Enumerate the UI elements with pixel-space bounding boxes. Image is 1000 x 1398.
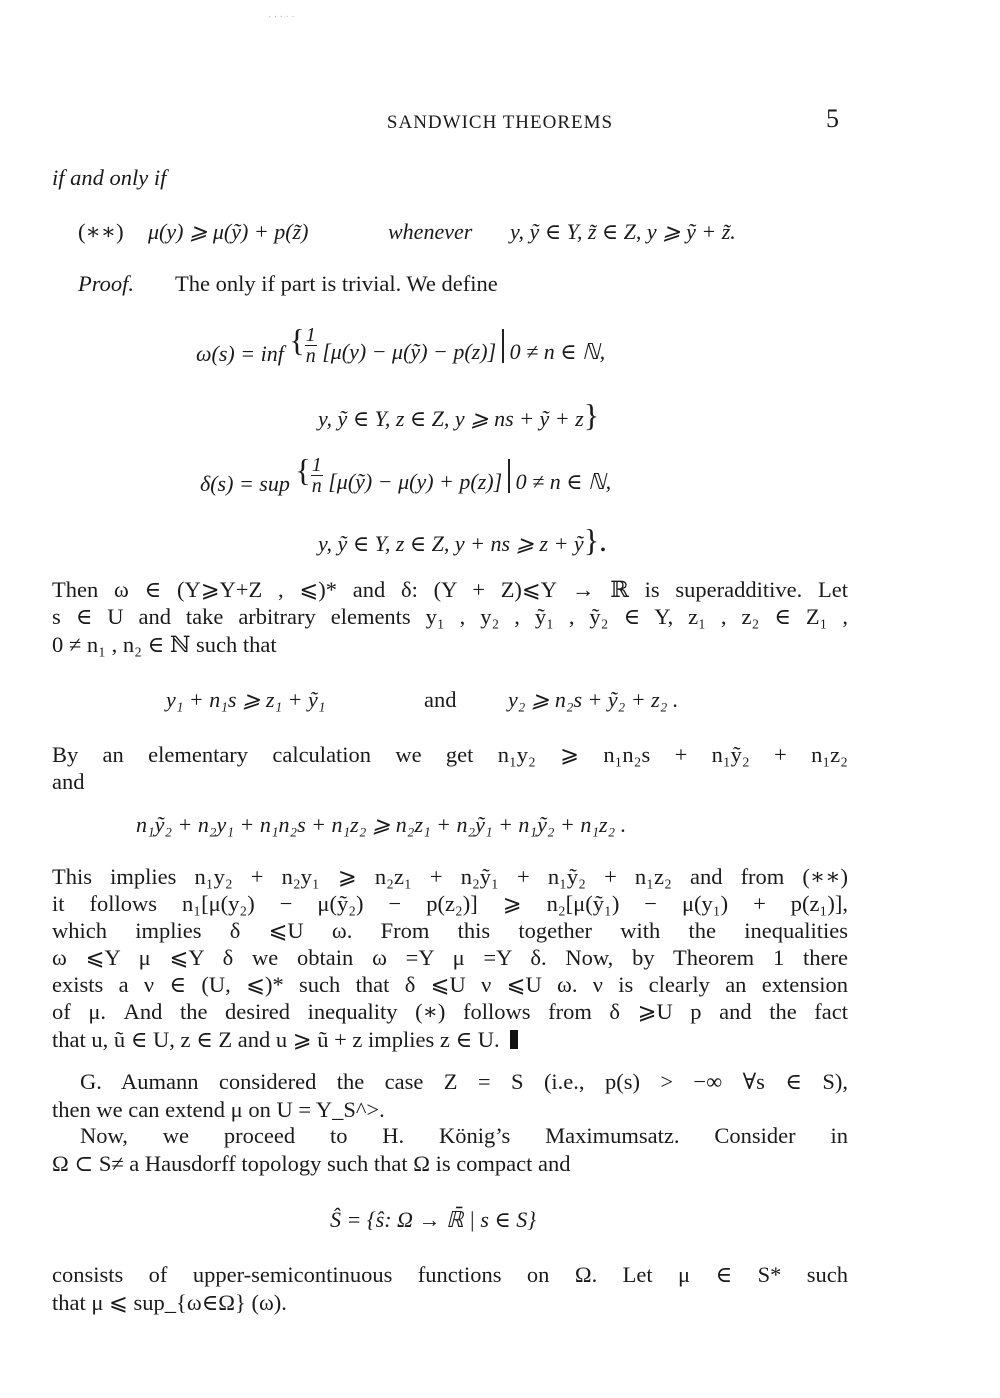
implies-line-6: of μ. And the desired inequality (∗) follows from δ ⩾U p and the fact — [52, 999, 848, 1024]
proof-text: The only if part is trivial. We define — [175, 271, 498, 296]
elementary-line-1: By an elementary calculation we get n₁y₂ ⩾ n₁n₂s + n₁ỹ₂ + n₁z₂ — [52, 742, 848, 767]
delta-cond1: 0 ≠ n ∈ ℕ, — [515, 469, 612, 494]
omega-body: [μ(y) − μ(ỹ) − p(z)] — [322, 339, 497, 364]
open-brace: { — [289, 322, 305, 358]
implies-line-4: ω ⩽Y μ ⩽Y δ we obtain ω =Y μ =Y δ. Now, by Theorem 1 there — [52, 945, 848, 970]
implies-line-2: it follows n₁[μ(y₂) − μ(ỹ₂) − p(z₂)] ⩾ n₂[μ(ỹ₁) − μ(y₁) + p(z₁)], — [52, 891, 848, 916]
consists-line-1: consists of upper-semicontinuous functions on Ω. Let μ ∈ S* such — [52, 1262, 848, 1287]
delta-definition — [200, 452, 611, 496]
omega-cond1: 0 ≠ n ∈ ℕ, — [509, 339, 606, 364]
scan-smudge: · · · · · — [268, 12, 295, 23]
delta-lhs: δ(s) = sup — [200, 471, 290, 496]
then-line-1: Then ω ∈ (Y⩾Y+Z , ⩽)* and δ: (Y + Z)⩽Y → ℝ is superadditive. Let — [52, 577, 848, 602]
proof-label: Proof. — [78, 271, 135, 296]
fraction: $\frac{1}{n}$ — [311, 454, 322, 498]
iff-line: if and only if — [52, 165, 167, 190]
aumann-line-1: G. Aumann considered the case Z = S (i.e., p(s) > −∞ ∀s ∈ S), — [80, 1069, 848, 1094]
implies-line-3: which implies δ ⩽U ω. From this together with the inequalities — [52, 918, 848, 943]
delta-body: [μ(ỹ) − μ(y) + p(z)] — [328, 469, 503, 494]
starstar-label: (∗∗) — [78, 219, 124, 244]
omega-cond2: y, ỹ ∈ Y, z ∈ Z, y ⩾ ns + ỹ + z} — [318, 397, 600, 433]
implies-line-5: exists a ν ∈ (U, ⩽)* such that δ ⩽U ν ⩽U ω. ν is clearly an extension — [52, 972, 848, 997]
close-brace: } — [583, 397, 600, 433]
starstar-condition: y, ỹ ∈ Y, z̃ ∈ Z, y ⩾ ỹ + z̃. — [510, 219, 736, 244]
then-line-3: 0 ≠ n₁ , n₂ ∈ ℕ such that — [52, 632, 277, 657]
aumann-line-2: then we can extend μ on U = Y_S^>. — [52, 1097, 385, 1122]
long-inequality: n₁ỹ₂ + n₂y₁ + n₁n₂s + n₁z₂ ⩾ n₂z₁ + n₂ỹ₁ + n₁ỹ₂ + n₁z₂ . — [136, 812, 627, 837]
implies-line-1: This implies n₁y₂ + n₂y₁ ⩾ n₂z₁ + n₂ỹ₁ + n₁ỹ₂ + n₁z₂ and from (∗∗) — [52, 864, 848, 889]
omega-definition — [196, 322, 605, 366]
open-brace: { — [295, 452, 311, 488]
and-word: and — [424, 687, 457, 712]
set-bar — [502, 329, 504, 363]
whenever-word: whenever — [388, 219, 473, 244]
starstar-inequality: μ(y) ⩾ μ(ỹ) + p(z̃) — [148, 219, 309, 244]
running-header: SANDWICH THEOREMS — [386, 112, 614, 133]
now-line-2: Ω ⊂ S≠ a Hausdorff topology such that Ω is compact and — [52, 1151, 571, 1176]
omega-lhs: ω(s) = inf — [196, 341, 284, 366]
s-hat-definition: Ŝ = {ŝ: Ω → ℝ̄ | s ∈ S} — [330, 1207, 537, 1232]
implies-line-7: that u, ũ ∈ U, z ∈ Z and u ⩾ ũ + z implies z ∈ U. — [52, 1027, 518, 1053]
inequality-b: y₂ ⩾ n₂s + ỹ₂ + z₂ . — [508, 687, 679, 712]
qed-symbol — [510, 1030, 518, 1049]
now-line-1: Now, we proceed to H. König’s Maximumsatz. Consider in — [80, 1123, 848, 1148]
inequality-a: y₁ + n₁s ⩾ z₁ + ỹ₁ — [166, 687, 326, 712]
set-bar — [508, 459, 510, 493]
fraction: $\frac{1}{n}$ — [305, 324, 316, 368]
elementary-line-2: and — [52, 769, 85, 794]
then-line-2: s ∈ U and take arbitrary elements y₁ , y₂ , ỹ₁ , ỹ₂ ∈ Y, z₁ , z₂ ∈ Z₁ , — [52, 604, 848, 629]
consists-line-2: that μ ⩽ sup_{ω∈Ω} (ω). — [52, 1290, 287, 1315]
page-number: 5 — [826, 104, 839, 133]
close-brace: }. — [583, 522, 608, 558]
delta-cond2: y, ỹ ∈ Y, z ∈ Z, y + ns ⩾ z + ỹ}. — [318, 522, 608, 558]
